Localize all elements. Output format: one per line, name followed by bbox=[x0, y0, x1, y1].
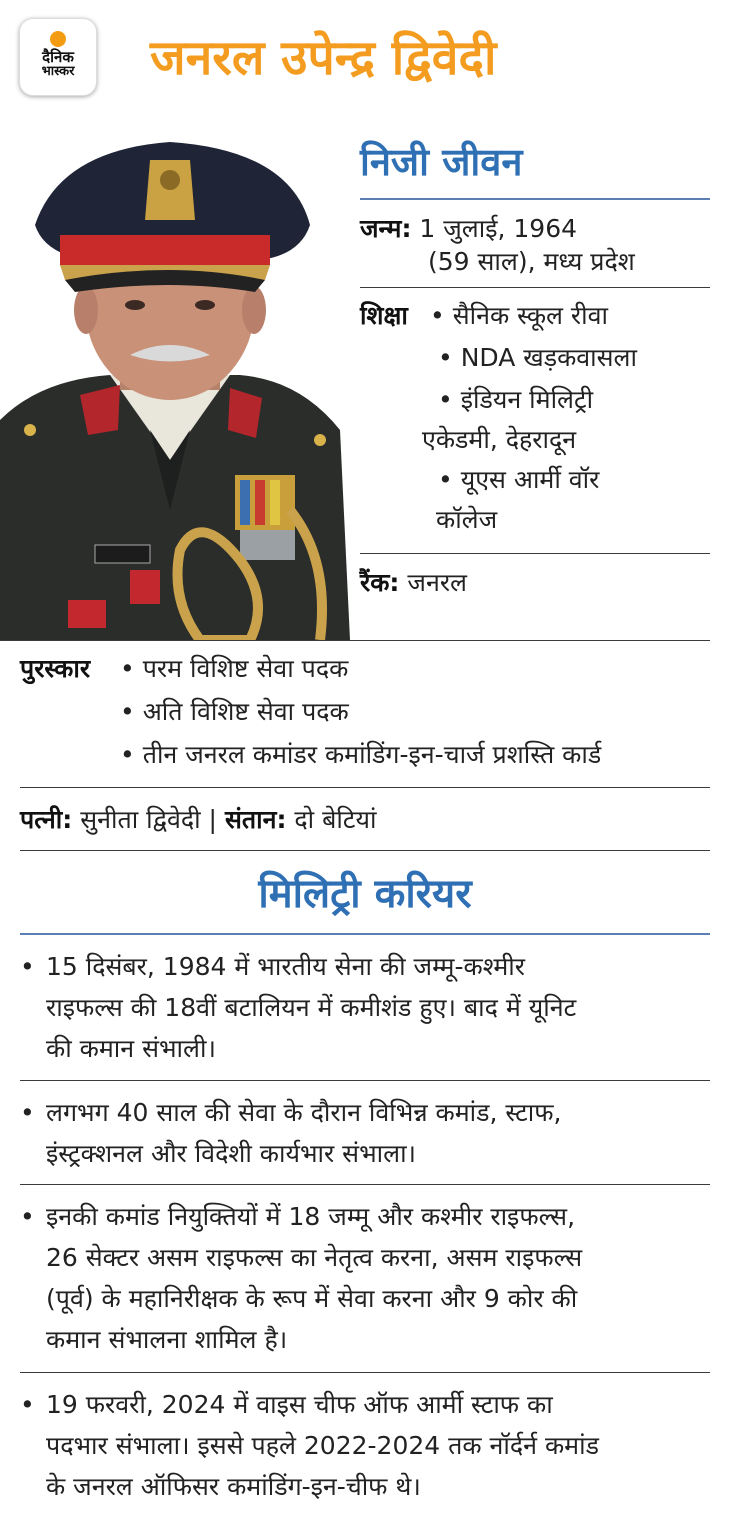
career-line: कमान संभालना शामिल है। bbox=[46, 1325, 288, 1354]
award-item: • तीन जनरल कमांडर कमांडिंग-इन-चार्ज प्रशस्ति कार्ड bbox=[120, 740, 602, 769]
divider bbox=[20, 1080, 710, 1081]
military-career-title: मिलिट्री करियर bbox=[258, 871, 472, 917]
wife-label: पत्नी: bbox=[20, 805, 73, 834]
personal-life-title: निजी जीवन bbox=[360, 140, 523, 184]
award-item: • अति विशिष्ट सेवा पदक bbox=[120, 697, 349, 726]
birth-place: (59 साल), मध्य प्रदेश bbox=[428, 246, 635, 276]
career-line: इंस्ट्रक्शनल और विदेशी कार्यभार संभाला। bbox=[46, 1139, 417, 1168]
bullet-icon: • bbox=[20, 1202, 35, 1231]
divider bbox=[0, 640, 710, 641]
career-line: 15 दिसंबर, 1984 में भारतीय सेना की जम्मू-कश्मीर bbox=[46, 952, 526, 981]
education-item: • NDA खड़कवासला bbox=[438, 342, 637, 372]
divider bbox=[360, 287, 710, 288]
career-line: (पूर्व) के महानिरीक्षक के रूप में सेवा करना और 9 कोर की bbox=[46, 1284, 578, 1313]
bullet-icon: • bbox=[20, 952, 35, 981]
divider bbox=[20, 1372, 710, 1373]
career-item bbox=[20, 1386, 710, 1511]
divider bbox=[20, 1184, 710, 1185]
logo-text-line1: दैनिक bbox=[42, 48, 74, 66]
title-divider bbox=[360, 198, 710, 200]
header bbox=[0, 0, 730, 110]
career-line: 19 फरवरी, 2024 में वाइस चीफ ऑफ आर्मी स्टाफ का bbox=[46, 1390, 553, 1419]
career-line: की कमान संभाली। bbox=[46, 1034, 216, 1063]
awards-label: पुरस्कार bbox=[20, 654, 91, 683]
family-row bbox=[20, 803, 376, 836]
career-item bbox=[20, 948, 710, 1068]
career-line: लगभग 40 साल की सेवा के दौरान विभिन्न कमांड, स्टाफ, bbox=[46, 1098, 562, 1127]
divider bbox=[360, 553, 710, 554]
education-label: शिक्षा bbox=[360, 300, 408, 330]
education-item: • यूएस आर्मी वॉर bbox=[438, 464, 600, 494]
bullet-icon: • bbox=[20, 1098, 35, 1127]
sun-icon bbox=[50, 31, 66, 47]
career-item bbox=[20, 1094, 710, 1174]
career-item bbox=[20, 1198, 710, 1363]
bullet-icon: • bbox=[20, 1390, 35, 1419]
career-line: राइफल्स की 18वीं बटालियन में कमीशंड हुए। बाद में यूनिट bbox=[46, 993, 577, 1022]
wife-name: सुनीता द्विवेदी | bbox=[80, 805, 217, 834]
rank-value: जनरल bbox=[407, 567, 467, 597]
logo-text-line2: भास्कर bbox=[41, 64, 75, 79]
dainik-bhaskar-logo bbox=[19, 18, 97, 96]
education-item: एकेडमी, देहरादून bbox=[422, 424, 577, 454]
education-item: कॉलेज bbox=[436, 504, 498, 534]
rank-label: रैंक: bbox=[360, 567, 400, 597]
birth-date: 1 जुलाई, 1964 bbox=[419, 213, 578, 243]
awards-section bbox=[20, 652, 710, 777]
general-portrait-image bbox=[0, 130, 350, 640]
page-title: जनरल उपेन्द्र द्विवेदी bbox=[150, 30, 497, 86]
career-line: 26 सेक्टर असम राइफल्स का नेतृत्व करना, असम राइफल्स bbox=[46, 1243, 583, 1272]
divider bbox=[20, 850, 710, 851]
birth-label: जन्म: bbox=[360, 213, 412, 243]
personal-life-section bbox=[360, 140, 710, 599]
career-line: इनकी कमांड नियुक्तियों में 18 जम्मू और कश्मीर राइफल्स, bbox=[46, 1202, 576, 1231]
birth-row bbox=[360, 212, 710, 278]
education-item: • इंडियन मिलिट्री bbox=[438, 384, 594, 414]
education-item: • सैनिक स्कूल रीवा bbox=[430, 300, 608, 330]
children-value: दो बेटियां bbox=[294, 805, 377, 834]
award-item: • परम विशिष्ट सेवा पदक bbox=[120, 654, 349, 683]
children-label: संतान: bbox=[224, 805, 287, 834]
divider bbox=[20, 787, 710, 788]
rank-row bbox=[360, 566, 710, 599]
career-line: के जनरल ऑफिसर कमांडिंग-इन-चीफ थे। bbox=[46, 1472, 421, 1501]
career-line: पदभार संभाला। इससे पहले 2022-2024 तक नॉर्दर्न कमांड bbox=[46, 1431, 599, 1460]
education-row bbox=[360, 299, 710, 549]
title-divider bbox=[20, 933, 710, 935]
